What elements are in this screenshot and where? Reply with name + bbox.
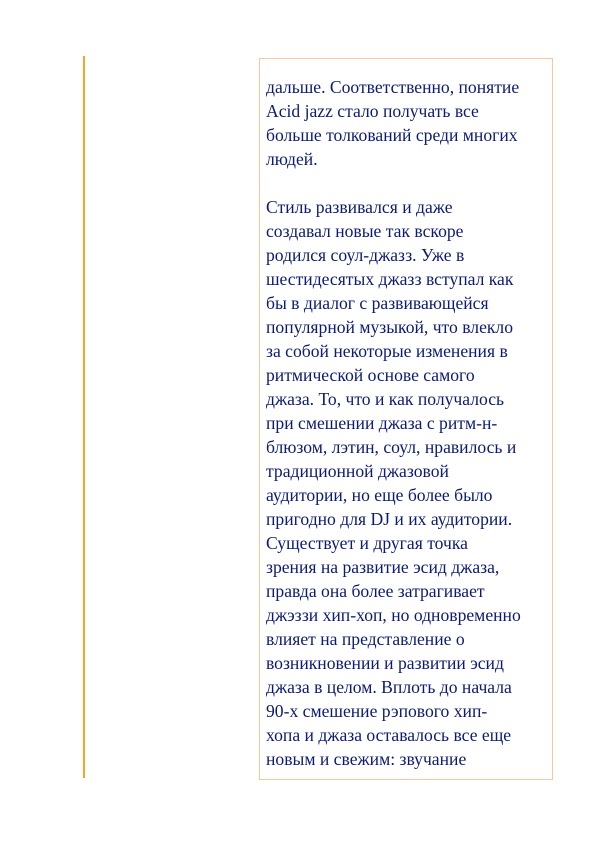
paragraph-continuation: дальше. Соответственно, понятие Acid jazz стало получать все больше толкований среди многих людей. bbox=[266, 77, 520, 169]
left-margin-rule bbox=[83, 56, 85, 778]
text-frame bbox=[259, 58, 553, 780]
paragraph-style-development: Стиль развивался и даже создавал новые так вскоре родился соул-джазз. Уже в шестидесятых джазз вступал как бы в диалог с развивающейся популярной музыкой, что влекло за собой некоторые изменения в ритмической основе самого джаза. То, что и как получалось при смешении джаза с ритм-н- блюзом, лэтин, соул, нравилось и традиционной джазовой аудитории, но еще более было пригодно для DJ и их аудитории. Существует и другая точка зрения на развитие эсид джаза, правда она более затрагивает джэззи хип-хоп, но одновременно влияет на представление о возникновении и развитии эсид джаза в целом. Вплоть до начала 90-х смешение рэпового хип- хопа и джаза оставалось все еще новым и свежим: звучание bbox=[266, 197, 521, 769]
